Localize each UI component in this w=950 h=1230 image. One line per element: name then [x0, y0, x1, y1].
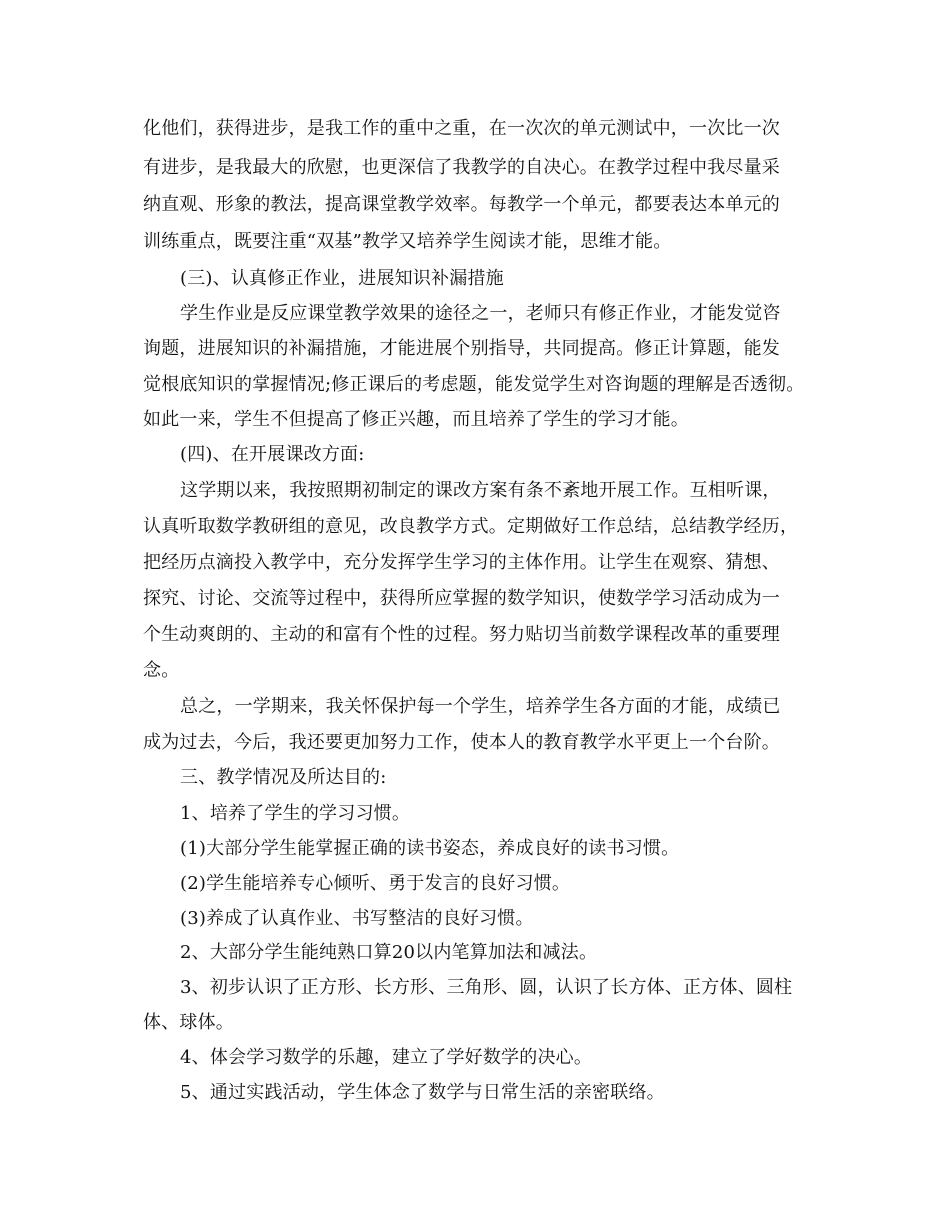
paragraph-line: 探究、讨论、交流等过程中，获得所应掌握的数学知识，使数学学习活动成为一: [143, 588, 780, 609]
section-heading: (三)、认真修正作业，进展知识补漏措施: [180, 268, 504, 289]
paragraph-line: 学生作业是反应课堂教学效果的途径之一，老师只有修正作业，才能发觉咨: [180, 303, 781, 324]
paragraph-line: 总之，一学期来，我关怀保护每一个学生，培养学生各方面的才能，成绩已: [180, 696, 781, 717]
list-item: (1)大部分学生能掌握正确的读书姿态，养成良好的读书习惯。: [180, 838, 680, 859]
list-item: 2、大部分学生能纯熟口算20以内笔算加法和减法。: [180, 942, 598, 963]
paragraph-line: 成为过去，今后，我还要更加努力工作，使本人的教育教学水平更上一个台阶。: [143, 732, 780, 753]
list-item: (3)养成了认真作业、书写整洁的良好习惯。: [180, 908, 534, 929]
paragraph-line: 这学期以来，我按照期初制定的课改方案有条不紊地开展工作。互相听课，: [180, 480, 781, 501]
paragraph-line: 觉根底知识的掌握情况;修正课后的考虑题，能发觉学生对咨询题的理解是否透彻。: [143, 374, 805, 395]
list-item: 1、培养了学生的学习习惯。: [180, 803, 411, 824]
paragraph-line: 把经历点滴投入教学中，充分发挥学生学习的主体作用。让学生在观察、猜想、: [143, 552, 780, 573]
list-item: (2)学生能培养专心倾听、勇于发言的良好习惯。: [180, 873, 571, 894]
paragraph-line: 念。: [143, 660, 180, 681]
list-item: 5、通过实践活动，学生体念了数学与日常生活的亲密联络。: [180, 1082, 665, 1103]
paragraph-line: 训练重点，既要注重“双基”教学又培养学生阅读才能，思维才能。: [143, 231, 672, 252]
paragraph-line: 化他们，获得进步，是我工作的重中之重，在一次次的单元测试中，一次比一次: [143, 118, 780, 139]
paragraph-line: 认真听取数学教研组的意见，改良教学方式。定期做好工作总结，总结教学经历，: [143, 516, 799, 537]
paragraph-line: 询题，进展知识的补漏措施，才能进展个别指导，共同提高。修正计算题，能发: [143, 338, 780, 359]
paragraph-line: 如此一来，学生不但提高了修正兴趣，而且培养了学生的学习才能。: [143, 409, 689, 430]
list-item: 4、体会学习数学的乐趣，建立了学好数学的决心。: [180, 1047, 593, 1068]
paragraph-line: 纳直观、形象的教法，提高课堂教学效率。每教学一个单元，都要表达本单元的: [143, 194, 780, 215]
list-item-continuation: 体、球体。: [143, 1012, 234, 1033]
list-item: 3、初步认识了正方形、长方形、三角形、圆，认识了长方体、正方体、圆柱: [180, 977, 793, 998]
paragraph-line: 有进步，是我最大的欣慰，也更深信了我教学的自决心。在教学过程中我尽量采: [143, 157, 780, 178]
section-heading: 三、教学情况及所达目的:: [180, 767, 387, 788]
paragraph-line: 个生动爽朗的、主动的和富有个性的过程。努力贴切当前数学课程改革的重要理: [143, 624, 780, 645]
section-heading: (四)、在开展课改方面:: [180, 444, 365, 465]
